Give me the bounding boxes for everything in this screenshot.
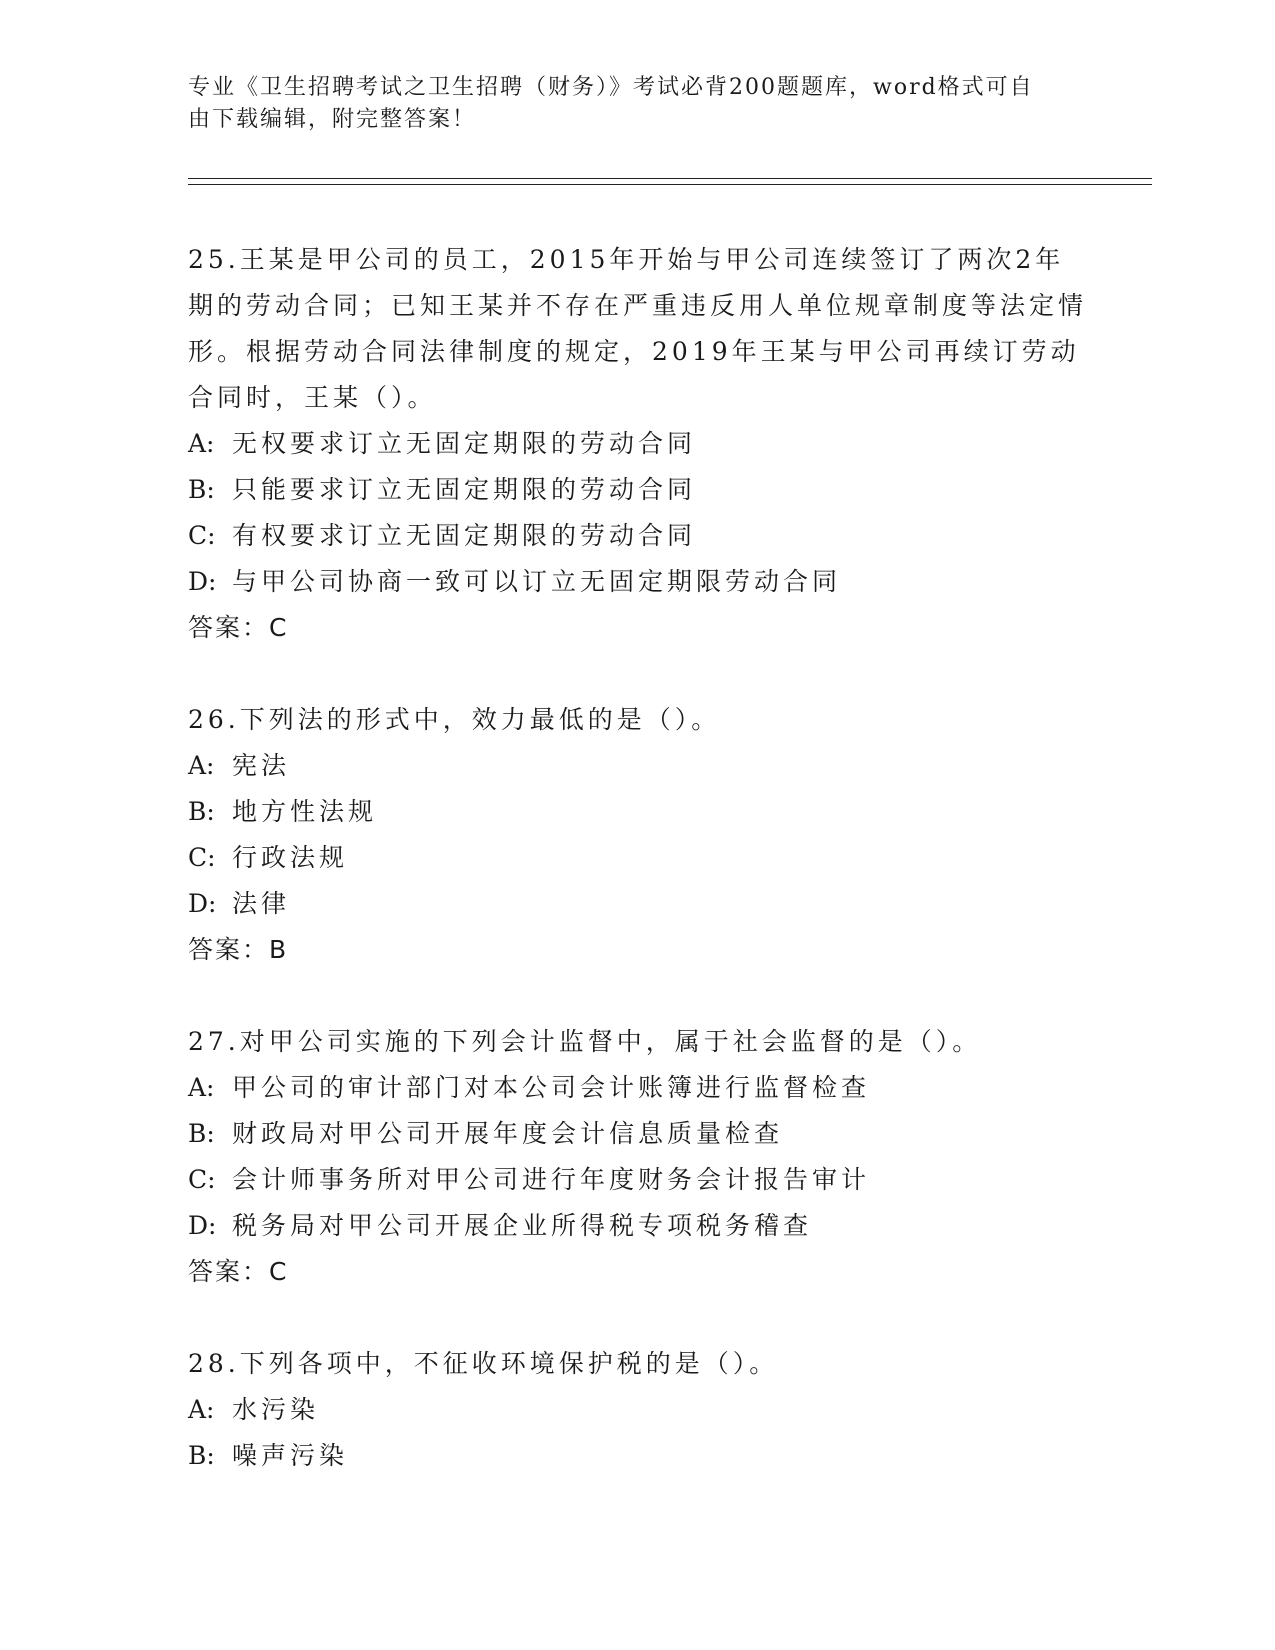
question-text: 25.王某是甲公司的员工，2015年开始与甲公司连续签订了两次2年期的劳动合同；已知王某并不存在严重违反用人单位规章制度等法定情形。根据劳动合同法律制度的规定，2019年王某与甲公司再续订劳动合同时，王某（）。 xyxy=(188,245,1088,412)
option-c xyxy=(188,513,1088,559)
option-text: 税务局对甲公司开展企业所得税专项税务稽查 xyxy=(232,1211,813,1240)
option-letter: A: xyxy=(188,1073,215,1102)
option-letter: B: xyxy=(188,1441,215,1470)
option-a xyxy=(188,1387,1088,1433)
option-b xyxy=(188,789,1088,835)
option-text: 与甲公司协商一致可以订立无固定期限劳动合同 xyxy=(232,567,842,596)
option-text: 法律 xyxy=(232,889,291,918)
header-line-1: 专业《卫生招聘考试之卫生招聘（财务）》考试必背200题题库，word格式可自 xyxy=(188,75,1034,100)
option-text: 会计师事务所对甲公司进行年度财务会计报告审计 xyxy=(232,1165,871,1194)
answer-line: 答案：B xyxy=(188,935,289,964)
option-letter: C: xyxy=(188,843,216,872)
option-a xyxy=(188,743,1088,789)
option-letter: D: xyxy=(188,889,217,918)
document-header xyxy=(188,72,1068,136)
answer-line: 答案：C xyxy=(188,613,289,642)
question-28 xyxy=(188,1341,1088,1479)
option-d xyxy=(188,881,1088,927)
question-26 xyxy=(188,697,1088,973)
option-letter: B: xyxy=(188,475,215,504)
option-b xyxy=(188,1111,1088,1157)
option-text: 只能要求订立无固定期限的劳动合同 xyxy=(232,475,697,504)
option-text: 水污染 xyxy=(232,1395,320,1424)
option-letter: D: xyxy=(188,567,217,596)
header-divider-bottom xyxy=(188,184,1152,185)
option-text: 甲公司的审计部门对本公司会计账簿进行监督检查 xyxy=(232,1073,871,1102)
option-text: 噪声污染 xyxy=(232,1441,349,1470)
option-letter: C: xyxy=(188,521,216,550)
option-letter: B: xyxy=(188,797,215,826)
option-letter: A: xyxy=(188,429,215,458)
option-text: 宪法 xyxy=(232,751,291,780)
answer-line: 答案：C xyxy=(188,1257,289,1286)
option-text: 财政局对甲公司开展年度会计信息质量检查 xyxy=(232,1119,784,1148)
option-a xyxy=(188,1065,1088,1111)
question-text: 26.下列法的形式中，效力最低的是（）。 xyxy=(188,705,721,734)
option-letter: C: xyxy=(188,1165,216,1194)
question-list xyxy=(188,237,1088,1525)
option-b xyxy=(188,467,1088,513)
option-text: 行政法规 xyxy=(232,843,349,872)
option-text: 地方性法规 xyxy=(232,797,378,826)
question-25 xyxy=(188,237,1088,651)
option-d xyxy=(188,1203,1088,1249)
option-letter: A: xyxy=(188,751,215,780)
option-a xyxy=(188,421,1088,467)
option-letter: B: xyxy=(188,1119,215,1148)
question-text: 28.下列各项中，不征收环境保护税的是（）。 xyxy=(188,1349,779,1378)
header-line-2: 由下载编辑，附完整答案！ xyxy=(188,107,477,132)
option-letter: A: xyxy=(188,1395,215,1424)
option-c xyxy=(188,1157,1088,1203)
option-text: 无权要求订立无固定期限的劳动合同 xyxy=(232,429,697,458)
option-letter: D: xyxy=(188,1211,217,1240)
question-text: 27.对甲公司实施的下列会计监督中，属于社会监督的是（）。 xyxy=(188,1027,982,1056)
option-text: 有权要求订立无固定期限的劳动合同 xyxy=(232,521,697,550)
option-d xyxy=(188,559,1088,605)
option-c xyxy=(188,835,1088,881)
option-b xyxy=(188,1433,1088,1479)
header-divider-top xyxy=(188,178,1152,179)
question-27 xyxy=(188,1019,1088,1295)
